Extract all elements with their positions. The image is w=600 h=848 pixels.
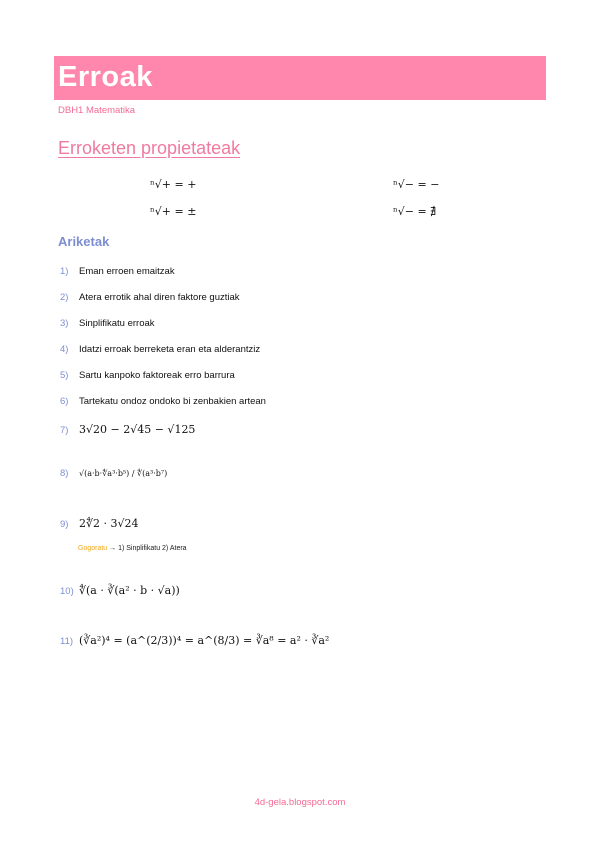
exercise-number: 9)	[60, 519, 69, 530]
exercise-item	[60, 584, 180, 597]
exercise-text: Sartu kanpoko faktoreak erro barrura	[79, 370, 235, 381]
page-subtitle: DBH1 Matematika	[58, 105, 136, 116]
exercise-item	[60, 370, 235, 381]
exercise-math: 2∜2 · 3√24	[79, 517, 139, 530]
exercise-number: 6)	[60, 396, 69, 407]
property-4: ⁿ√− = ∄	[393, 205, 437, 218]
exercise-item	[60, 266, 175, 277]
exercise-number: 7)	[60, 425, 69, 436]
exercise-item	[60, 292, 240, 303]
exercise-item	[60, 318, 155, 329]
exercise-math: (∛a²)⁴ = (a^(2/3))⁴ = a^(8/3) = ∛a⁸ = a² · ∛a²	[79, 634, 330, 647]
property-3: ⁿ√+ = ±	[150, 205, 197, 218]
exercise-text: Idatzi erroak berreketa eran eta alderantziz	[79, 344, 261, 355]
exercise-text: Sinplifikatu erroak	[79, 318, 155, 329]
exercise-number: 3)	[60, 318, 69, 329]
property-2: ⁿ√− = −	[393, 178, 440, 191]
exercise-item	[60, 423, 195, 436]
exercise-number: 11)	[60, 636, 74, 647]
section-title: Erroketen propietateak	[58, 138, 241, 158]
property-1: ⁿ√+ = +	[150, 178, 197, 191]
exercise-item	[60, 396, 266, 407]
exercise-text: Atera errotik ahal diren faktore guztiak	[79, 292, 240, 303]
reminder-keyword: Gogoratu	[78, 545, 108, 552]
exercise-number: 10)	[60, 586, 74, 597]
exercise-math: 3√20 − 2√45 − √125	[79, 423, 196, 436]
reminder-note	[78, 545, 187, 552]
exercise-math: ∜(a · ∛(a² · b · √a))	[79, 584, 180, 597]
exercise-item	[60, 344, 260, 355]
exercise-number: 5)	[60, 370, 69, 381]
exercise-number: 2)	[60, 292, 69, 303]
exercise-math: √(a·b·∜a³·b⁵) / ∜(a³·b⁷)	[79, 469, 168, 478]
exercise-item	[60, 517, 139, 530]
exercise-text: Eman erroen emaitzak	[79, 266, 175, 277]
title-banner	[54, 56, 546, 100]
page-title: Erroak	[58, 61, 153, 93]
exercise-number: 4)	[60, 344, 69, 355]
exercise-number: 8)	[60, 468, 69, 479]
exercise-item	[60, 468, 167, 479]
reminder-text: → 1) Sinplifikatu 2) Atera	[107, 545, 187, 552]
exercises-title: Ariketak	[58, 234, 110, 249]
exercise-number: 1)	[60, 266, 69, 277]
exercise-item	[60, 634, 329, 647]
footer-link[interactable]: 4d-gela.blogspot.com	[254, 797, 346, 808]
exercise-text: Tartekatu ondoz ondoko bi zenbakien artean	[79, 396, 266, 407]
